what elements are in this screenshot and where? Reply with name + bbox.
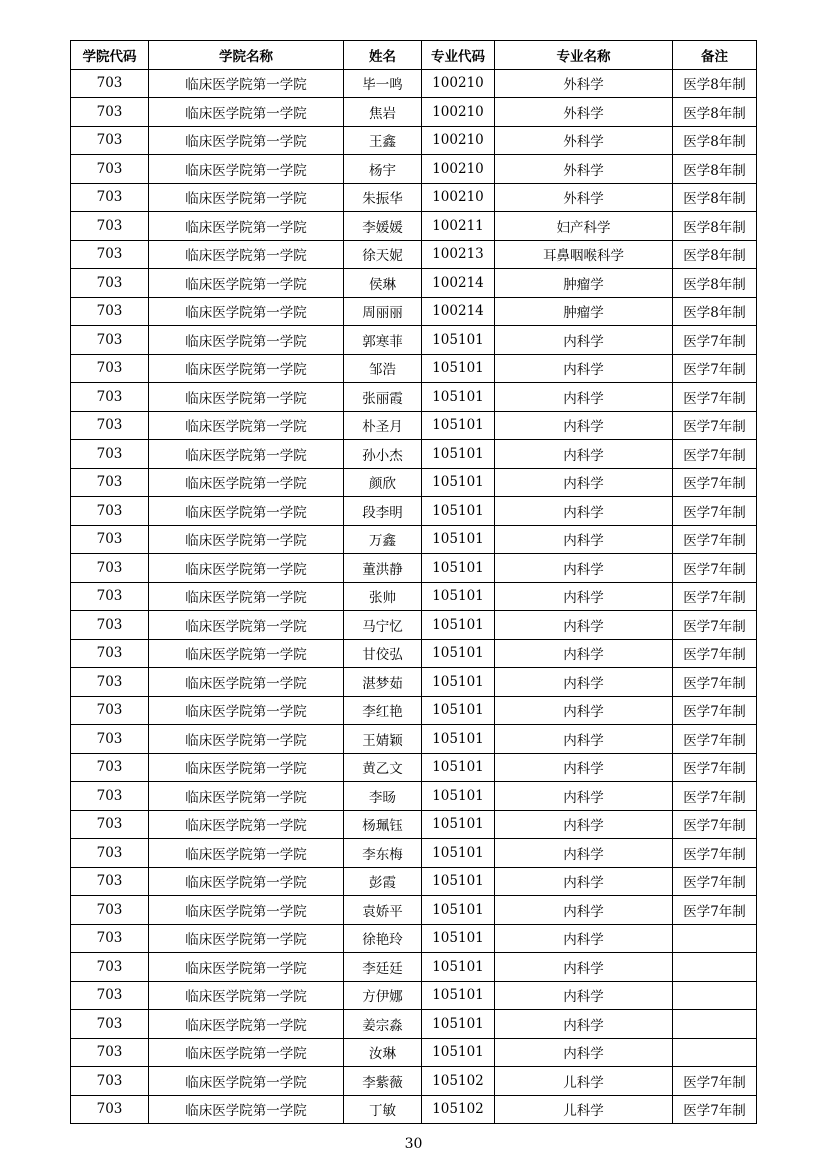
college-code-cell: 703 (71, 354, 149, 383)
major-name-cell: 内科学 (495, 981, 673, 1010)
table-row (71, 1010, 757, 1039)
table-row (71, 611, 757, 640)
college-name-cell: 临床医学院第一学院 (149, 810, 344, 839)
major-code-cell: 105101 (422, 525, 495, 554)
major-code-cell: 100211 (422, 212, 495, 241)
table-row (71, 126, 757, 155)
remarks-cell (673, 1038, 757, 1067)
student-name-cell: 万鑫 (344, 525, 422, 554)
remarks-cell: 医学8年制 (673, 183, 757, 212)
major-name-cell: 内科学 (495, 525, 673, 554)
student-name-cell: 王婧颖 (344, 725, 422, 754)
college-name-cell: 临床医学院第一学院 (149, 782, 344, 811)
student-name-cell: 彭霞 (344, 867, 422, 896)
student-name-cell: 周丽丽 (344, 297, 422, 326)
college-name-cell: 临床医学院第一学院 (149, 867, 344, 896)
college-name-cell: 临床医学院第一学院 (149, 440, 344, 469)
major-name-cell: 内科学 (495, 611, 673, 640)
college-code-cell: 703 (71, 155, 149, 184)
major-name-cell: 内科学 (495, 554, 673, 583)
college-code-cell: 703 (71, 69, 149, 98)
student-name-cell: 李媛媛 (344, 212, 422, 241)
table-row (71, 297, 757, 326)
remarks-cell (673, 1010, 757, 1039)
remarks-cell: 医学8年制 (673, 297, 757, 326)
remarks-cell (673, 924, 757, 953)
major-name-cell: 外科学 (495, 69, 673, 98)
major-name-cell: 耳鼻咽喉科学 (495, 240, 673, 269)
major-code-cell: 105101 (422, 411, 495, 440)
table-row (71, 896, 757, 925)
major-name-cell: 内科学 (495, 639, 673, 668)
remarks-cell: 医学7年制 (673, 525, 757, 554)
major-code-cell: 105101 (422, 839, 495, 868)
table-row (71, 525, 757, 554)
college-code-cell: 703 (71, 1010, 149, 1039)
remarks-cell: 医学7年制 (673, 497, 757, 526)
remarks-cell: 医学8年制 (673, 212, 757, 241)
remarks-cell: 医学7年制 (673, 753, 757, 782)
remarks-cell: 医学7年制 (673, 896, 757, 925)
table-row (71, 1067, 757, 1096)
major-code-cell: 105101 (422, 867, 495, 896)
college-code-cell: 703 (71, 582, 149, 611)
major-code-cell: 100210 (422, 155, 495, 184)
table-row (71, 981, 757, 1010)
table-row (71, 753, 757, 782)
major-name-cell: 内科学 (495, 696, 673, 725)
student-roster-table (70, 40, 757, 1124)
header-row (71, 41, 757, 70)
college-code-cell: 703 (71, 953, 149, 982)
header-college-code: 学院代码 (71, 41, 149, 70)
student-name-cell: 孙小杰 (344, 440, 422, 469)
student-name-cell: 甘佼弘 (344, 639, 422, 668)
student-name-cell: 徐天妮 (344, 240, 422, 269)
table-header (71, 41, 757, 70)
student-name-cell: 丁敏 (344, 1095, 422, 1124)
table-row (71, 1095, 757, 1124)
college-name-cell: 临床医学院第一学院 (149, 383, 344, 412)
major-code-cell: 105102 (422, 1095, 495, 1124)
table-row (71, 782, 757, 811)
college-name-cell: 临床医学院第一学院 (149, 98, 344, 127)
college-name-cell: 临床医学院第一学院 (149, 1095, 344, 1124)
table-row (71, 554, 757, 583)
major-name-cell: 妇产科学 (495, 212, 673, 241)
remarks-cell: 医学7年制 (673, 354, 757, 383)
college-name-cell: 临床医学院第一学院 (149, 126, 344, 155)
college-name-cell: 临床医学院第一学院 (149, 354, 344, 383)
student-name-cell: 朱振华 (344, 183, 422, 212)
student-name-cell: 侯琳 (344, 269, 422, 298)
major-code-cell: 105101 (422, 1038, 495, 1067)
major-name-cell: 内科学 (495, 383, 673, 412)
remarks-cell: 医学7年制 (673, 725, 757, 754)
college-code-cell: 703 (71, 782, 149, 811)
college-name-cell: 临床医学院第一学院 (149, 411, 344, 440)
header-college-name: 学院名称 (149, 41, 344, 70)
table-row (71, 269, 757, 298)
major-name-cell: 内科学 (495, 839, 673, 868)
student-name-cell: 李紫薇 (344, 1067, 422, 1096)
college-code-cell: 703 (71, 297, 149, 326)
header-major-name: 专业名称 (495, 41, 673, 70)
college-code-cell: 703 (71, 981, 149, 1010)
college-name-cell: 临床医学院第一学院 (149, 155, 344, 184)
student-name-cell: 袁娇平 (344, 896, 422, 925)
major-name-cell: 内科学 (495, 924, 673, 953)
table-row (71, 668, 757, 697)
major-name-cell: 内科学 (495, 725, 673, 754)
major-name-cell: 内科学 (495, 753, 673, 782)
college-code-cell: 703 (71, 896, 149, 925)
student-name-cell: 郭寒菲 (344, 326, 422, 355)
major-name-cell: 内科学 (495, 326, 673, 355)
college-name-cell: 临床医学院第一学院 (149, 326, 344, 355)
student-name-cell: 王鑫 (344, 126, 422, 155)
table-row (71, 924, 757, 953)
student-name-cell: 李廷廷 (344, 953, 422, 982)
major-name-cell: 内科学 (495, 668, 673, 697)
college-code-cell: 703 (71, 383, 149, 412)
college-code-cell: 703 (71, 867, 149, 896)
college-code-cell: 703 (71, 411, 149, 440)
table-row (71, 725, 757, 754)
table-row (71, 354, 757, 383)
remarks-cell (673, 953, 757, 982)
college-code-cell: 703 (71, 126, 149, 155)
major-code-cell: 100214 (422, 269, 495, 298)
college-name-cell: 临床医学院第一学院 (149, 69, 344, 98)
college-code-cell: 703 (71, 240, 149, 269)
table-row (71, 326, 757, 355)
major-name-cell: 儿科学 (495, 1095, 673, 1124)
major-code-cell: 105101 (422, 725, 495, 754)
major-name-cell: 内科学 (495, 1038, 673, 1067)
major-code-cell: 105101 (422, 639, 495, 668)
college-code-cell: 703 (71, 183, 149, 212)
major-name-cell: 内科学 (495, 782, 673, 811)
major-code-cell: 100210 (422, 183, 495, 212)
table-row (71, 810, 757, 839)
major-code-cell: 105101 (422, 896, 495, 925)
college-code-cell: 703 (71, 440, 149, 469)
major-name-cell: 外科学 (495, 98, 673, 127)
college-name-cell: 临床医学院第一学院 (149, 981, 344, 1010)
major-name-cell: 内科学 (495, 354, 673, 383)
college-name-cell: 临床医学院第一学院 (149, 1010, 344, 1039)
college-code-cell: 703 (71, 810, 149, 839)
table-row (71, 411, 757, 440)
college-name-cell: 临床医学院第一学院 (149, 269, 344, 298)
remarks-cell: 医学7年制 (673, 668, 757, 697)
college-name-cell: 临床医学院第一学院 (149, 525, 344, 554)
table-row (71, 240, 757, 269)
college-code-cell: 703 (71, 611, 149, 640)
major-name-cell: 外科学 (495, 155, 673, 184)
student-name-cell: 黄乙文 (344, 753, 422, 782)
college-name-cell: 临床医学院第一学院 (149, 554, 344, 583)
remarks-cell: 医学7年制 (673, 582, 757, 611)
remarks-cell: 医学7年制 (673, 810, 757, 839)
college-name-cell: 临床医学院第一学院 (149, 497, 344, 526)
remarks-cell: 医学7年制 (673, 1067, 757, 1096)
remarks-cell: 医学7年制 (673, 411, 757, 440)
table-row (71, 867, 757, 896)
major-code-cell: 105101 (422, 668, 495, 697)
major-name-cell: 肿瘤学 (495, 297, 673, 326)
remarks-cell: 医学8年制 (673, 155, 757, 184)
remarks-cell: 医学7年制 (673, 611, 757, 640)
table-row (71, 98, 757, 127)
major-name-cell: 内科学 (495, 896, 673, 925)
major-code-cell: 105101 (422, 326, 495, 355)
student-name-cell: 杨珮钰 (344, 810, 422, 839)
college-name-cell: 临床医学院第一学院 (149, 297, 344, 326)
student-name-cell: 焦岩 (344, 98, 422, 127)
college-name-cell: 临床医学院第一学院 (149, 639, 344, 668)
student-name-cell: 方伊娜 (344, 981, 422, 1010)
remarks-cell (673, 981, 757, 1010)
major-code-cell: 100210 (422, 98, 495, 127)
college-code-cell: 703 (71, 1038, 149, 1067)
college-name-cell: 临床医学院第一学院 (149, 212, 344, 241)
college-name-cell: 临床医学院第一学院 (149, 468, 344, 497)
table-row (71, 839, 757, 868)
remarks-cell: 医学8年制 (673, 269, 757, 298)
major-code-cell: 105101 (422, 497, 495, 526)
remarks-cell: 医学7年制 (673, 440, 757, 469)
major-code-cell: 105101 (422, 953, 495, 982)
student-name-cell: 姜宗淼 (344, 1010, 422, 1039)
major-code-cell: 100210 (422, 69, 495, 98)
table-body (71, 69, 757, 1124)
student-name-cell: 董洪静 (344, 554, 422, 583)
major-name-cell: 内科学 (495, 497, 673, 526)
college-name-cell: 临床医学院第一学院 (149, 953, 344, 982)
remarks-cell: 医学7年制 (673, 468, 757, 497)
major-code-cell: 105101 (422, 440, 495, 469)
major-name-cell: 内科学 (495, 411, 673, 440)
major-name-cell: 外科学 (495, 183, 673, 212)
student-name-cell: 李东梅 (344, 839, 422, 868)
major-name-cell: 儿科学 (495, 1067, 673, 1096)
college-name-cell: 临床医学院第一学院 (149, 240, 344, 269)
major-code-cell: 105101 (422, 554, 495, 583)
major-code-cell: 105101 (422, 696, 495, 725)
major-code-cell: 100214 (422, 297, 495, 326)
student-name-cell: 徐艳玲 (344, 924, 422, 953)
table-row (71, 468, 757, 497)
student-name-cell: 邹浩 (344, 354, 422, 383)
table-row (71, 440, 757, 469)
remarks-cell: 医学7年制 (673, 696, 757, 725)
college-name-cell: 临床医学院第一学院 (149, 611, 344, 640)
major-name-cell: 内科学 (495, 953, 673, 982)
major-code-cell: 105101 (422, 1010, 495, 1039)
major-code-cell: 100213 (422, 240, 495, 269)
major-code-cell: 105102 (422, 1067, 495, 1096)
table-row (71, 696, 757, 725)
college-name-cell: 临床医学院第一学院 (149, 839, 344, 868)
student-name-cell: 段李明 (344, 497, 422, 526)
student-name-cell: 李红艳 (344, 696, 422, 725)
remarks-cell: 医学8年制 (673, 69, 757, 98)
remarks-cell: 医学8年制 (673, 126, 757, 155)
student-name-cell: 李旸 (344, 782, 422, 811)
college-code-cell: 703 (71, 668, 149, 697)
table-row (71, 212, 757, 241)
remarks-cell: 医学7年制 (673, 839, 757, 868)
remarks-cell: 医学7年制 (673, 383, 757, 412)
table-row (71, 582, 757, 611)
header-remarks: 备注 (673, 41, 757, 70)
college-code-cell: 703 (71, 639, 149, 668)
major-code-cell: 105101 (422, 753, 495, 782)
major-code-cell: 105101 (422, 611, 495, 640)
header-student-name: 姓名 (344, 41, 422, 70)
major-code-cell: 105101 (422, 383, 495, 412)
student-name-cell: 朴圣月 (344, 411, 422, 440)
college-name-cell: 临床医学院第一学院 (149, 582, 344, 611)
college-name-cell: 临床医学院第一学院 (149, 896, 344, 925)
header-major-code: 专业代码 (422, 41, 495, 70)
student-name-cell: 颜欣 (344, 468, 422, 497)
college-name-cell: 临床医学院第一学院 (149, 1067, 344, 1096)
student-name-cell: 汝琳 (344, 1038, 422, 1067)
college-code-cell: 703 (71, 1095, 149, 1124)
major-code-cell: 105101 (422, 582, 495, 611)
table-row (71, 1038, 757, 1067)
major-name-cell: 内科学 (495, 1010, 673, 1039)
college-code-cell: 703 (71, 525, 149, 554)
student-name-cell: 张帅 (344, 582, 422, 611)
student-name-cell: 杨宇 (344, 155, 422, 184)
page-number: 30 (404, 1136, 423, 1152)
college-name-cell: 临床医学院第一学院 (149, 668, 344, 697)
student-name-cell: 毕一鸣 (344, 69, 422, 98)
major-name-cell: 内科学 (495, 440, 673, 469)
major-code-cell: 105101 (422, 924, 495, 953)
major-name-cell: 内科学 (495, 867, 673, 896)
major-name-cell: 内科学 (495, 582, 673, 611)
college-name-cell: 临床医学院第一学院 (149, 1038, 344, 1067)
remarks-cell: 医学8年制 (673, 240, 757, 269)
table-row (71, 69, 757, 98)
student-name-cell: 马宁忆 (344, 611, 422, 640)
table-row (71, 155, 757, 184)
remarks-cell: 医学7年制 (673, 326, 757, 355)
college-name-cell: 临床医学院第一学院 (149, 753, 344, 782)
college-code-cell: 703 (71, 839, 149, 868)
table-row (71, 183, 757, 212)
college-code-cell: 703 (71, 696, 149, 725)
college-name-cell: 临床医学院第一学院 (149, 183, 344, 212)
student-name-cell: 湛梦茹 (344, 668, 422, 697)
college-code-cell: 703 (71, 98, 149, 127)
major-code-cell: 105101 (422, 810, 495, 839)
table-row (71, 639, 757, 668)
remarks-cell: 医学8年制 (673, 98, 757, 127)
college-code-cell: 703 (71, 326, 149, 355)
major-name-cell: 外科学 (495, 126, 673, 155)
remarks-cell: 医学7年制 (673, 554, 757, 583)
major-code-cell: 105101 (422, 782, 495, 811)
table-row (71, 383, 757, 412)
college-code-cell: 703 (71, 468, 149, 497)
remarks-cell: 医学7年制 (673, 1095, 757, 1124)
college-name-cell: 临床医学院第一学院 (149, 725, 344, 754)
remarks-cell: 医学7年制 (673, 782, 757, 811)
major-name-cell: 内科学 (495, 810, 673, 839)
college-name-cell: 临床医学院第一学院 (149, 696, 344, 725)
college-code-cell: 703 (71, 924, 149, 953)
remarks-cell: 医学7年制 (673, 639, 757, 668)
college-code-cell: 703 (71, 554, 149, 583)
table-row (71, 953, 757, 982)
table-row (71, 497, 757, 526)
major-code-cell: 100210 (422, 126, 495, 155)
college-code-cell: 703 (71, 212, 149, 241)
college-code-cell: 703 (71, 1067, 149, 1096)
major-code-cell: 105101 (422, 354, 495, 383)
college-code-cell: 703 (71, 753, 149, 782)
major-code-cell: 105101 (422, 468, 495, 497)
college-code-cell: 703 (71, 497, 149, 526)
major-name-cell: 内科学 (495, 468, 673, 497)
college-code-cell: 703 (71, 725, 149, 754)
college-code-cell: 703 (71, 269, 149, 298)
major-code-cell: 105101 (422, 981, 495, 1010)
student-name-cell: 张丽霞 (344, 383, 422, 412)
remarks-cell: 医学7年制 (673, 867, 757, 896)
major-name-cell: 肿瘤学 (495, 269, 673, 298)
college-name-cell: 临床医学院第一学院 (149, 924, 344, 953)
